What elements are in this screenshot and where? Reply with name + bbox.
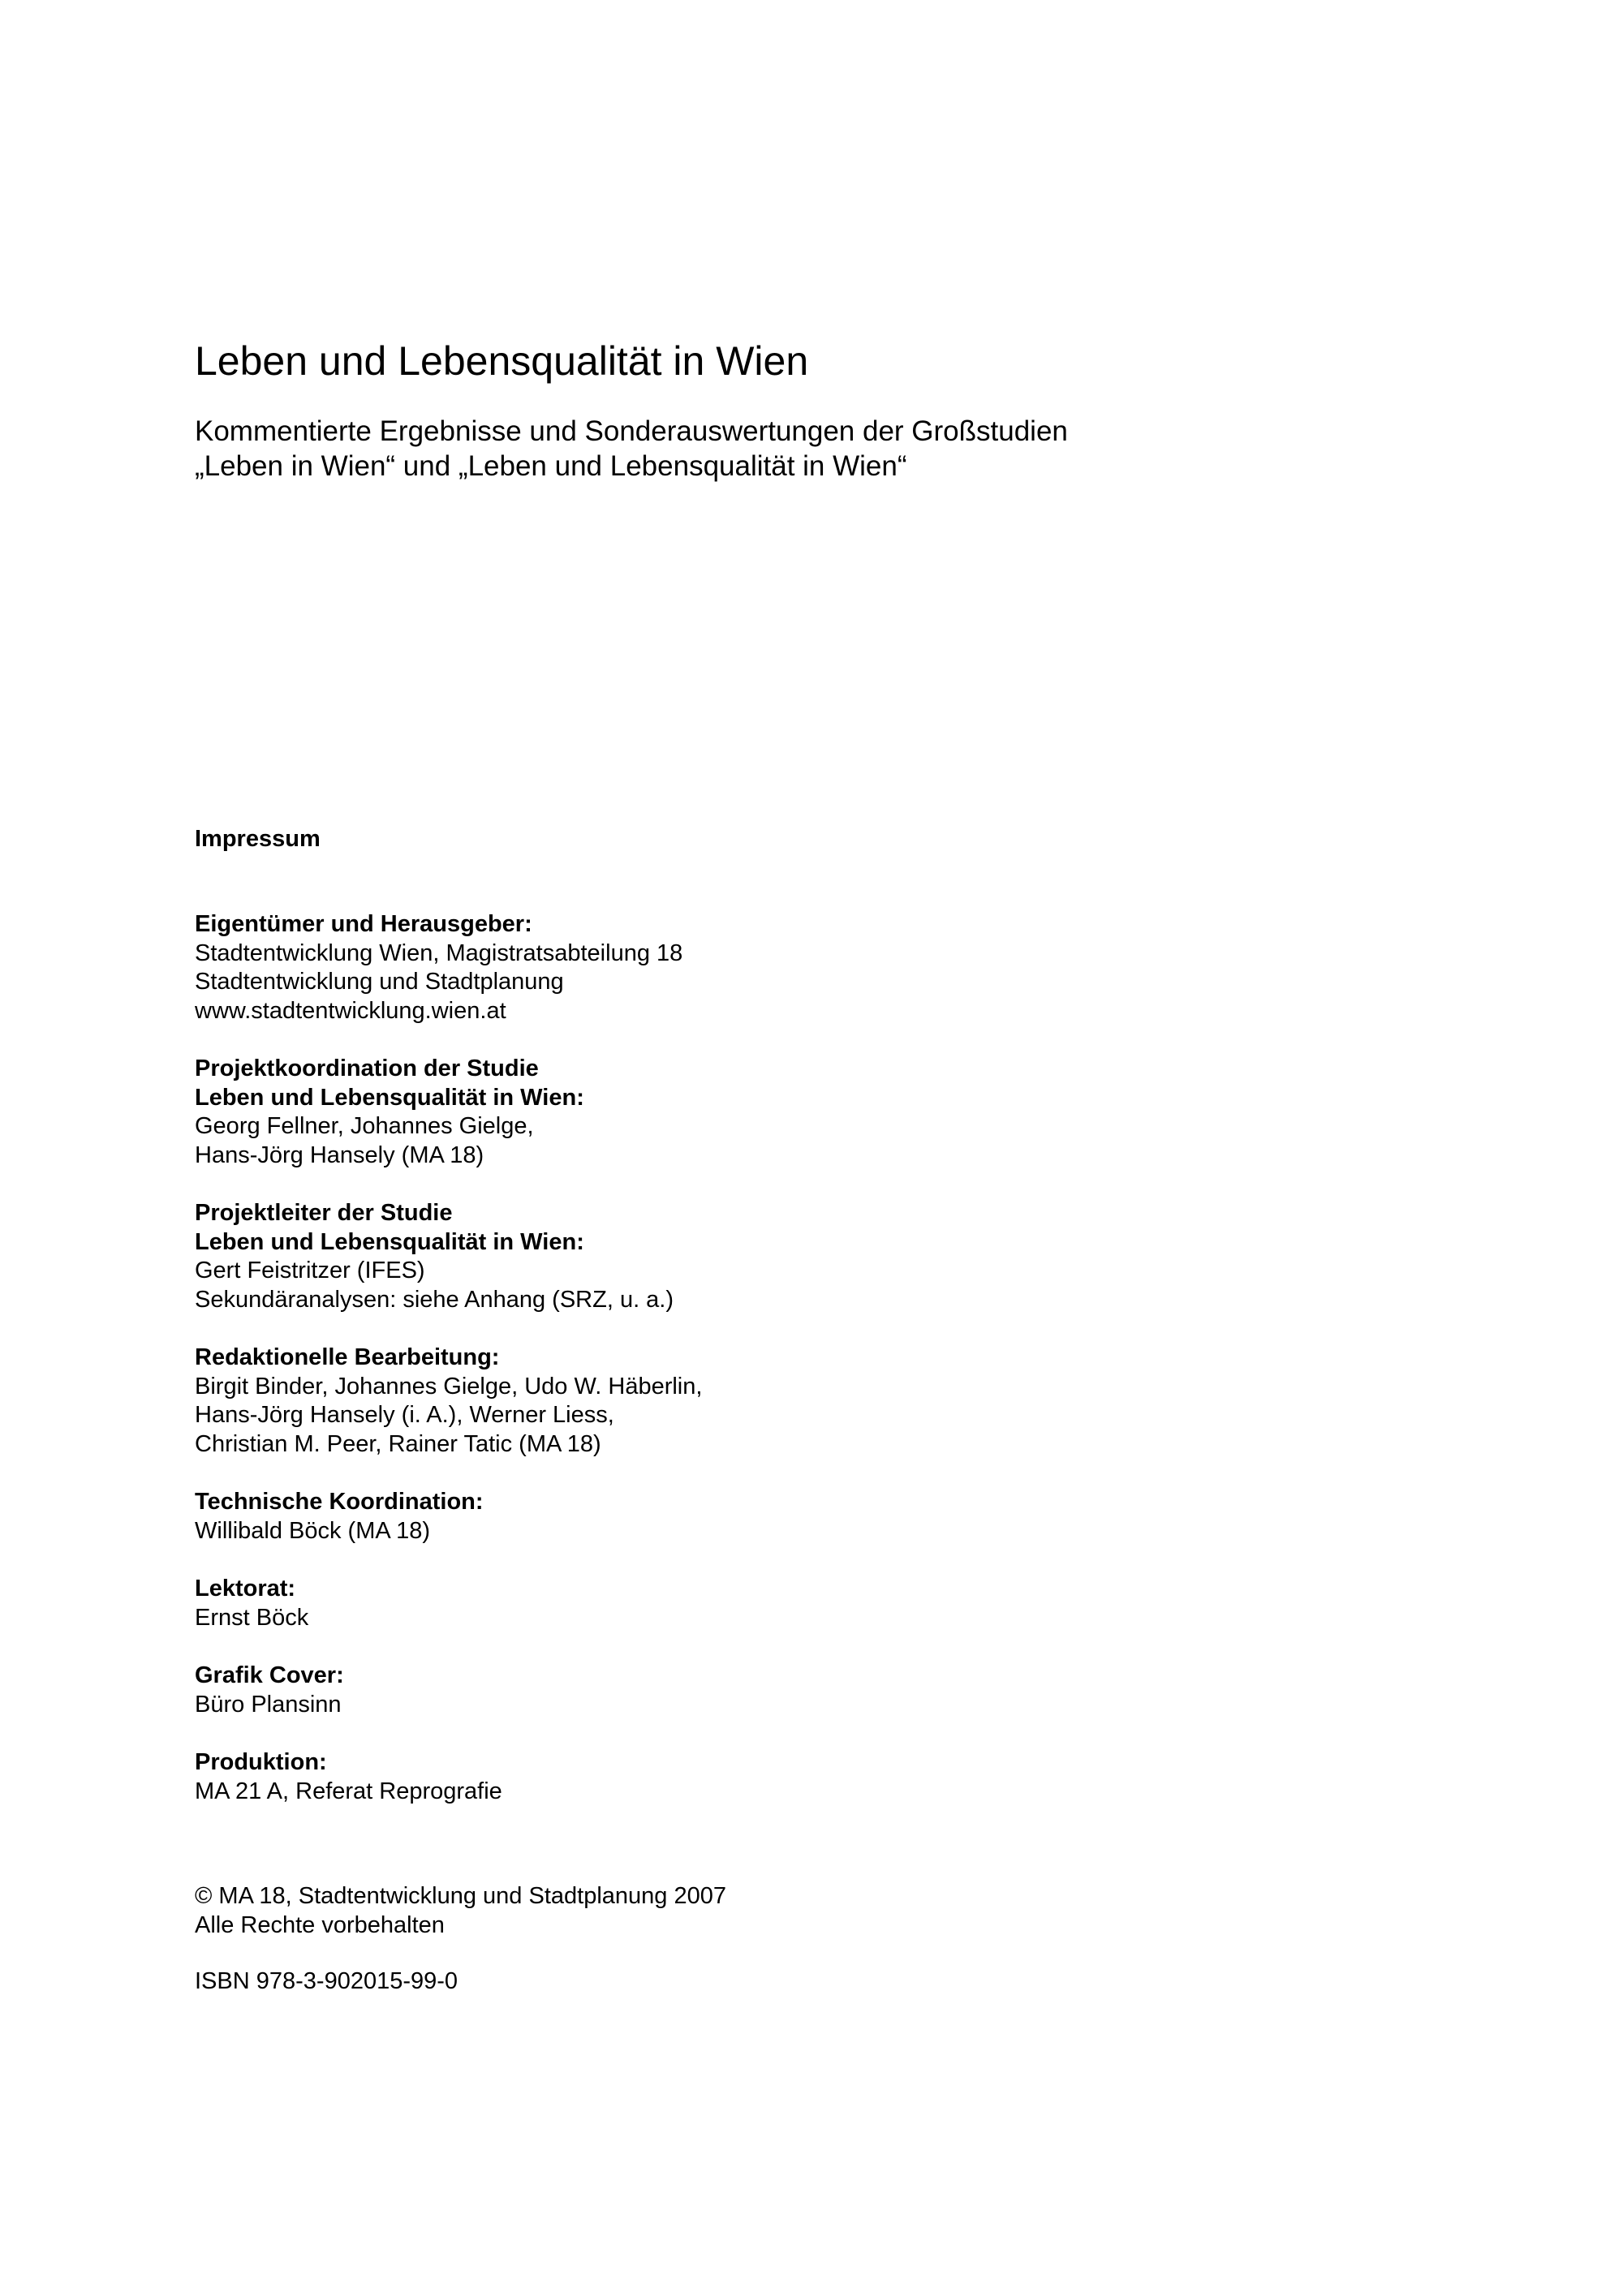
section-line: Hans-Jörg Hansely (MA 18) [195, 1142, 484, 1168]
credit-section-owner [195, 910, 702, 1025]
section-line: Birgit Binder, Johannes Gielge, Udo W. Häberlin, [195, 1373, 703, 1400]
credit-section-lektorat [195, 1575, 702, 1632]
isbn: ISBN 978-3-902015-99-0 [195, 1968, 458, 1994]
subtitle-line: Kommentierte Ergebnisse und Sonderauswertungen der Großstudien [195, 415, 1068, 447]
section-line: Stadtentwicklung und Stadtplanung [195, 969, 564, 995]
credit-section-project-lead [195, 1199, 702, 1314]
credits-list [195, 910, 702, 1835]
section-heading: Lektorat: [195, 1576, 296, 1602]
credit-section-cover [195, 1662, 702, 1719]
section-heading: Eigentümer und Herausgeber: [195, 911, 532, 937]
copyright-block [195, 1882, 726, 1997]
section-heading: Projektkoordination der Studie [195, 1056, 539, 1081]
section-line: Hans-Jörg Hansely (i. A.), Werner Liess, [195, 1402, 614, 1428]
section-line: www.stadtentwicklung.wien.at [195, 997, 506, 1024]
impressum-heading: Impressum [195, 826, 321, 852]
section-heading: Technische Koordination: [195, 1489, 484, 1515]
credit-section-production [195, 1748, 702, 1806]
document-subtitle [195, 414, 1068, 484]
section-line: Gert Feistritzer (IFES) [195, 1258, 425, 1283]
section-heading: Produktion: [195, 1749, 327, 1775]
section-heading: Leben und Lebensqualität in Wien: [195, 1084, 584, 1111]
section-heading: Grafik Cover: [195, 1662, 344, 1688]
section-heading: Leben und Lebensqualität in Wien: [195, 1228, 584, 1255]
document-title: Leben und Lebensqualität in Wien [195, 338, 809, 384]
credit-section-editorial [195, 1344, 702, 1459]
section-line: Christian M. Peer, Rainer Tatic (MA 18) [195, 1430, 601, 1457]
section-line: MA 21 A, Referat Reprografie [195, 1778, 502, 1804]
section-line: Georg Fellner, Johannes Gielge, [195, 1113, 534, 1139]
subtitle-line: „Leben in Wien“ und „Leben und Lebensqualität in Wien“ [195, 450, 907, 482]
rights-line: Alle Rechte vorbehalten [195, 1911, 445, 1938]
section-line: Willibald Böck (MA 18) [195, 1517, 431, 1544]
section-line: Sekundäranalysen: siehe Anhang (SRZ, u. a.) [195, 1286, 674, 1313]
section-line: Ernst Böck [195, 1604, 309, 1631]
section-line: Stadtentwicklung Wien, Magistratsabteilung 18 [195, 939, 683, 966]
copyright-line: © MA 18, Stadtentwicklung und Stadtplanung 2007 [195, 1883, 726, 1909]
credit-section-technical [195, 1488, 702, 1546]
section-heading: Redaktionelle Bearbeitung: [195, 1344, 500, 1370]
credit-section-coordination [195, 1055, 702, 1170]
section-heading: Projektleiter der Studie [195, 1200, 453, 1226]
section-line: Büro Plansinn [195, 1691, 342, 1718]
